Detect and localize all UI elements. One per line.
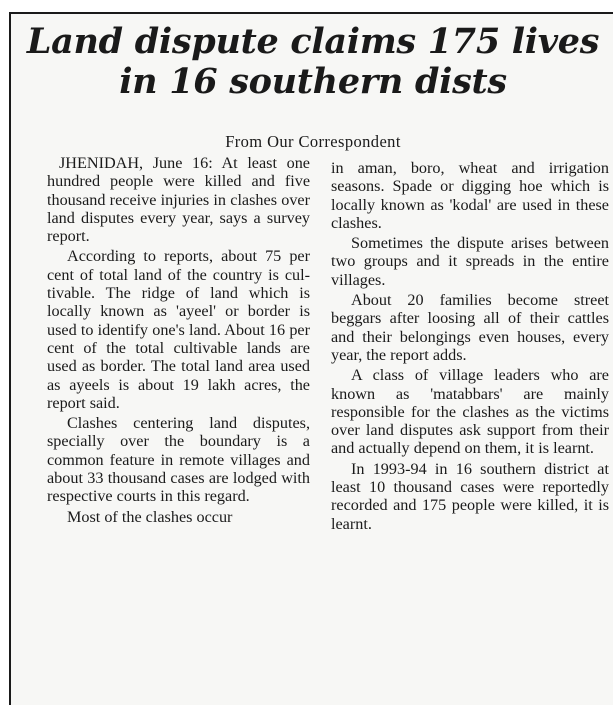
- paragraph: in aman, boro, wheat and irrigation seasons. Spade or digging hoe which is locally known as 'kodal' are used in these clashes.: [331, 159, 609, 232]
- headline-line-2: in 16 southern dists: [119, 61, 507, 102]
- newspaper-clipping: [9, 12, 613, 705]
- headline: [11, 22, 615, 102]
- paragraph: JHENIDAH, June 16: At least one hundred people were killed and five thousand receive injuries in clashes over land disputes every year, says a survey report.: [47, 154, 310, 246]
- paragraph: In 1993-94 in 16 southern district at least 10 thousand cases were reportedly recorded and 175 people were killed, it is learnt.: [331, 459, 609, 533]
- headline-line-1: Land dispute claims 175 lives: [26, 21, 600, 62]
- paragraph: About 20 families become street beggars after loosing all of their cattles and their belongings even houses, every year, the report adds.: [331, 291, 609, 364]
- paragraph: A class of village leaders who are known as 'matabbars' are mainly responsible for the clashes as the victims over land disputes ask support from their and actually depend on them, it is learnt.: [331, 366, 609, 458]
- article-column-left: [47, 154, 310, 528]
- paragraph: Sometimes the dispute arises between two groups and it spreads in the entire villages.: [331, 234, 609, 289]
- byline: From Our Correspondent: [225, 132, 401, 151]
- paragraph: Most of the clashes occur: [67, 507, 233, 526]
- paragraph: According to reports, about 75 per cent of total land of the country is cultivable. The ridge of land which is locally known as 'ayeel' or border is used to identify one's land. About 16 per cent of the total cultivable lands are used as border. The total land area used as ayeels is about 19 lakh acres, the report said.: [47, 247, 310, 412]
- article-column-right: [331, 159, 609, 535]
- paragraph: Clashes centering land disputes, specially over the boundary is a common feature in remote villages and about 33 thousand cases are lodged with respective courts in this regard.: [47, 414, 310, 506]
